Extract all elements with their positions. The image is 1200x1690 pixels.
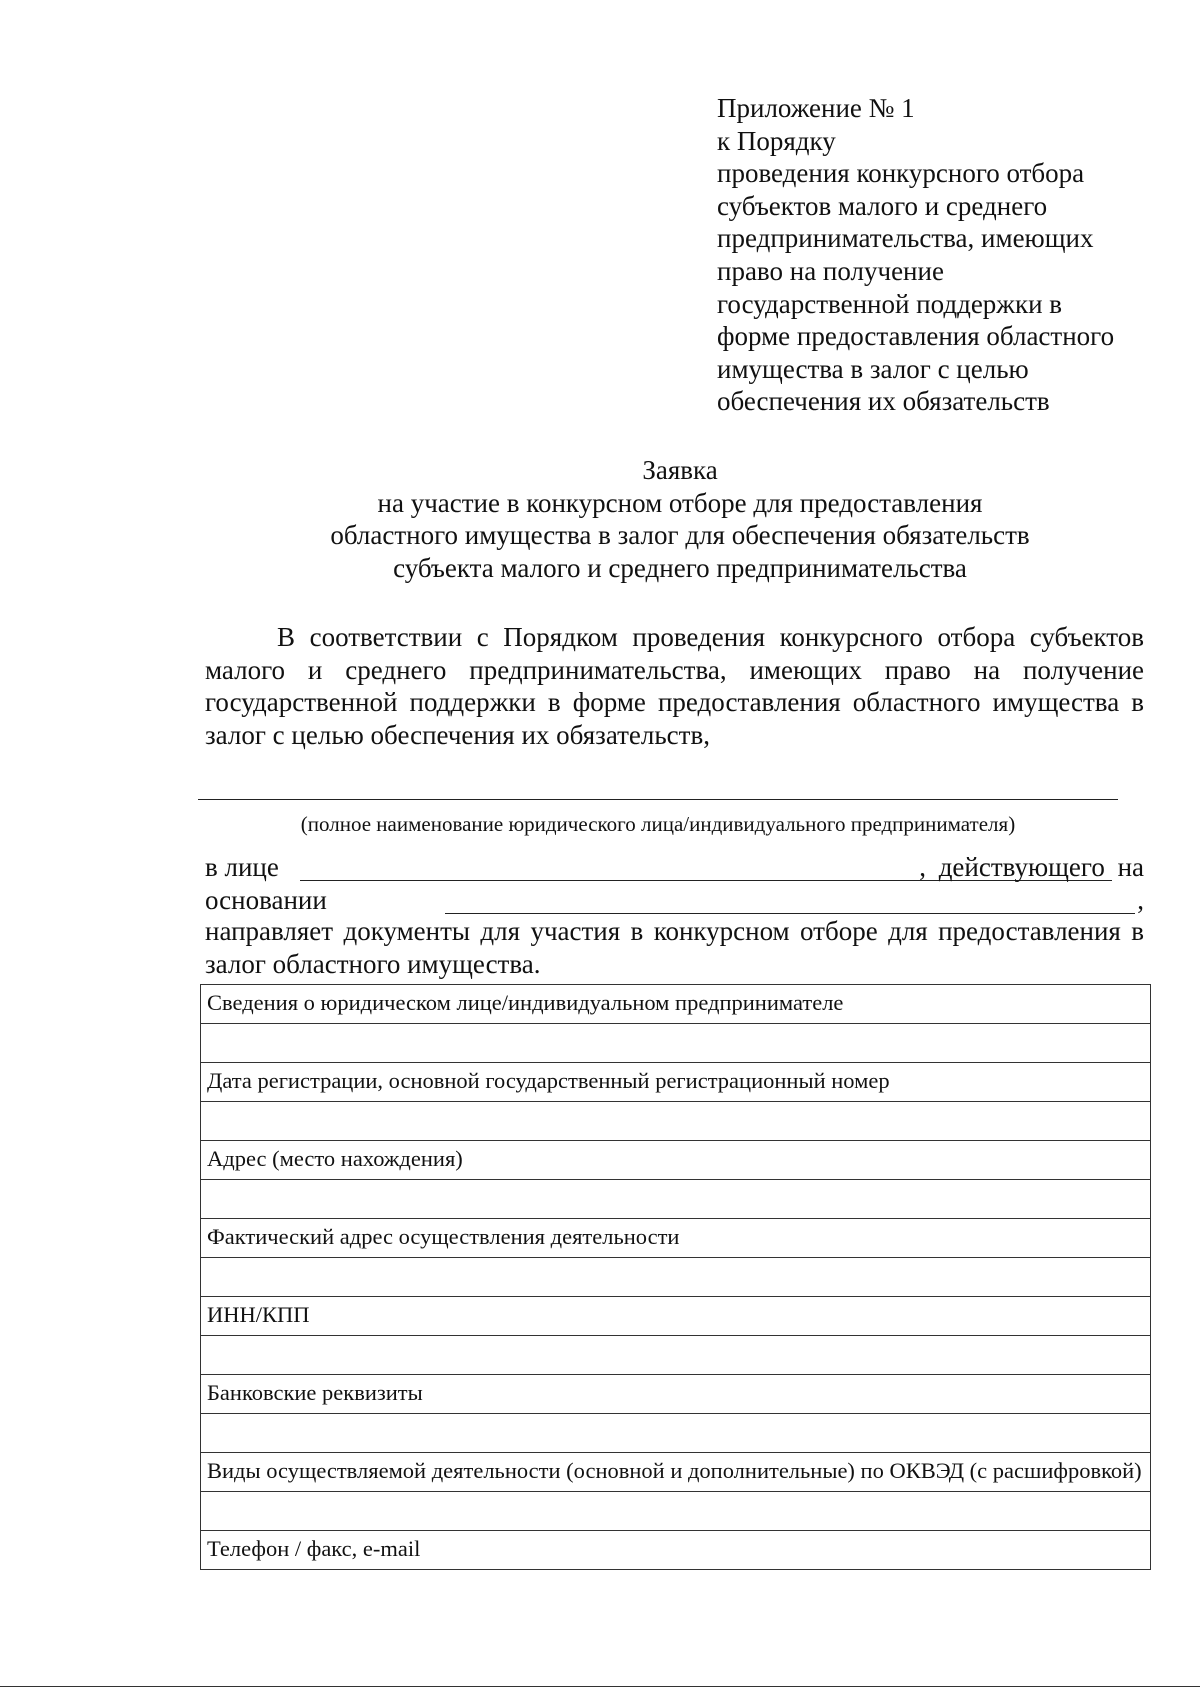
table-row-value[interactable]	[201, 1258, 1151, 1297]
representative-suffix: , действующего на	[919, 852, 1144, 882]
appendix-line: проведения конкурсного отбора	[717, 158, 1085, 189]
document-title	[200, 454, 1160, 584]
applicant-name-field[interactable]	[198, 799, 1118, 800]
table-row-value[interactable]	[201, 1414, 1151, 1453]
representative-row	[205, 852, 1144, 886]
representative-prefix: в лице	[205, 852, 279, 882]
appendix-line: обеспечения их обязательств	[717, 386, 1050, 417]
title-line: на участие в конкурсном отборе для предоставления	[377, 487, 983, 518]
appendix-line: к Порядку	[717, 125, 836, 156]
page-bottom-rule	[0, 1686, 1200, 1687]
table-row-label: Фактический адрес осуществления деятельности	[201, 1219, 1151, 1258]
basis-suffix: ,	[1137, 885, 1144, 915]
appendix-line: субъектов малого и среднего	[717, 190, 1048, 221]
title-heading: Заявка	[642, 455, 718, 485]
basis-row	[205, 885, 1144, 919]
table-row-value[interactable]	[201, 1102, 1151, 1141]
appendix-line: имущества в залог с целью	[717, 353, 1029, 384]
table-row-label: ИНН/КПП	[201, 1297, 1151, 1336]
basis-field[interactable]	[445, 913, 1135, 914]
appendix-line: право на получение	[717, 255, 944, 286]
table-row-label: Виды осуществляемой деятельности (основной и дополнительные) по ОКВЭД (с расшифровкой)	[201, 1453, 1151, 1492]
table-row-value[interactable]	[201, 1492, 1151, 1531]
appendix-reference	[717, 92, 1157, 418]
documents-statement: направляет документы для участия в конкурсном отборе для предоставления в залог областного имущества.	[205, 916, 1144, 979]
appendix-line: Приложение № 1	[717, 93, 915, 123]
table-row-label: Телефон / факс, e-mail	[201, 1531, 1151, 1570]
table-row-label: Сведения о юридическом лице/индивидуальном предпринимателе	[201, 985, 1151, 1024]
title-line: субъекта малого и среднего предпринимательства	[393, 552, 967, 583]
appendix-line: предпринимательства, имеющих	[717, 223, 1094, 254]
appendix-line: форме предоставления областного	[717, 321, 1115, 352]
applicant-name-caption: (полное наименование юридического лица/индивидуального предпринимателя)	[300, 812, 1016, 836]
appendix-line: государственной поддержки в	[717, 288, 1063, 319]
applicant-info-table	[200, 984, 1151, 1570]
table-row-label: Дата регистрации, основной государственный регистрационный номер	[201, 1063, 1151, 1102]
intro-paragraph: В соответствии с Порядком проведения конкурсного отбора субъектов малого и среднего предпринимательства, имеющих право на получение государственной поддержки в форме предоставления областного имущества в залог с целью обеспечения их обязательств,	[205, 622, 1144, 750]
table-row-label: Банковские реквизиты	[201, 1375, 1151, 1414]
basis-prefix: основании	[205, 885, 327, 915]
table-row-value[interactable]	[201, 1024, 1151, 1063]
title-line: областного имущества в залог для обеспечения обязательств	[330, 520, 1030, 551]
table-row-value[interactable]	[201, 1180, 1151, 1219]
table-row-value[interactable]	[201, 1336, 1151, 1375]
table-row-label: Адрес (место нахождения)	[201, 1141, 1151, 1180]
